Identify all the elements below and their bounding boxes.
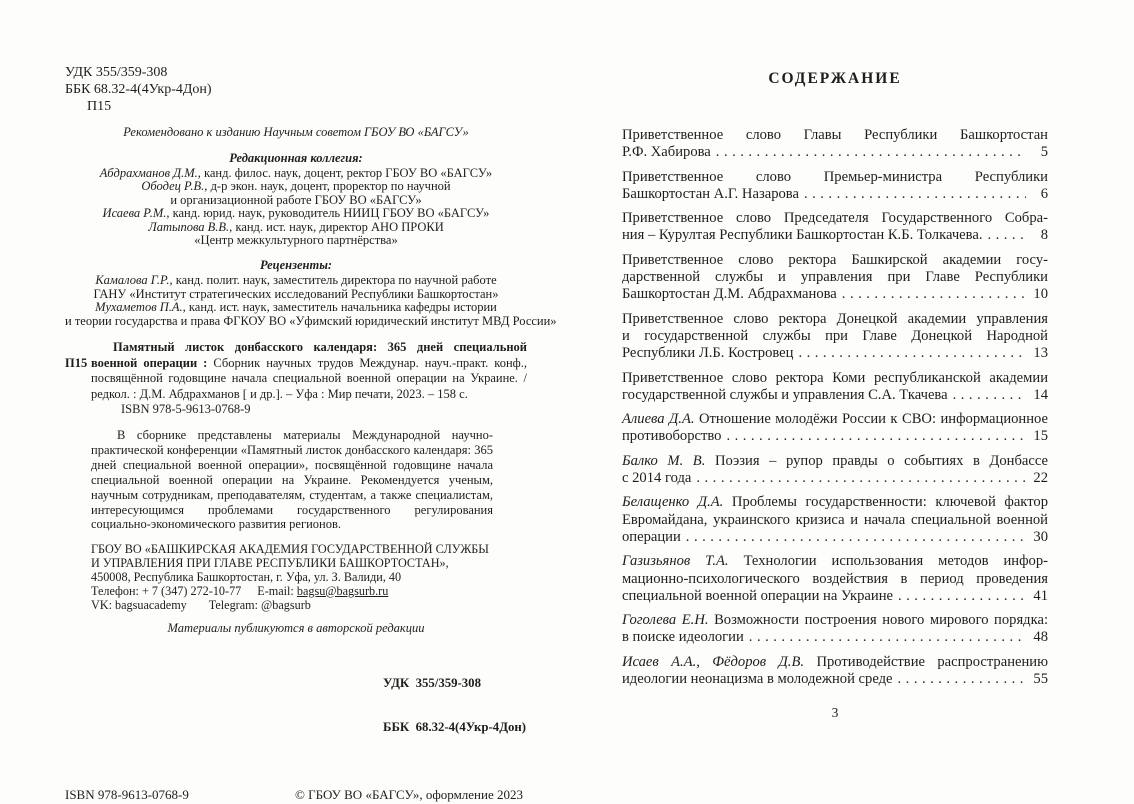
- publisher-block: [91, 543, 527, 612]
- reviewers-list: [65, 273, 557, 328]
- dot-leader: [681, 529, 1026, 546]
- toc-last-line: [622, 387, 1048, 404]
- page-number: 3: [831, 705, 839, 721]
- member-line: и теории государства и права ФГКОУ ВО «Уфимский юридический институт МВД России»: [65, 313, 557, 328]
- member-name: Латыпова В.В.,: [148, 219, 233, 234]
- publisher-name-line: И УПРАВЛЕНИЯ ПРИ ГЛАВЕ РЕСПУБЛИКИ БАШКОРТОСТАН»,: [91, 556, 449, 571]
- toc-page-ref: 55: [1033, 671, 1048, 688]
- catalog-text: Сборник научных трудов Междунар. науч.-практ. конф.,: [213, 355, 528, 370]
- toc-last-line: [622, 629, 1048, 646]
- recommendation-note: Рекомендовано к изданию Научным советом ГБОУ ВО «БАГСУ»: [123, 125, 469, 139]
- dot-leader: [711, 144, 1026, 161]
- toc-heading: СОДЕРЖАНИЕ: [768, 70, 902, 87]
- phone-number: Телефон: + 7 (347) 272-10-77: [91, 583, 242, 598]
- publisher-address: 450008, Республика Башкортостан, г. Уфа, ул. З. Валиди, 40: [91, 569, 402, 584]
- reviewers-heading: Рецензенты:: [259, 258, 333, 273]
- toc-page-ref: 48: [1033, 629, 1048, 646]
- toc-page-ref: 22: [1033, 470, 1048, 487]
- toc-text: государственной службы и управления С.А. Ткачева: [622, 386, 948, 403]
- publisher-name-line: ГБОУ ВО «БАШКИРСКАЯ АКАДЕМИЯ ГОСУДАРСТВЕННОЙ СЛУЖБЫ: [91, 542, 489, 557]
- bbk-code: ББК 68.32-4(4Укр-4Дон): [65, 82, 212, 97]
- dot-leader: [893, 671, 1026, 688]
- toc-page-ref: 14: [1033, 386, 1048, 403]
- copyright-notice: © ГБОУ ВО «БАГСУ», оформление 2023: [295, 787, 523, 803]
- catalog-entry-label: П15: [65, 356, 88, 371]
- member-name: Камалова Г.Р.,: [95, 273, 173, 288]
- toc-entry: [622, 494, 1048, 546]
- dot-leader: [982, 227, 1026, 244]
- toc-line: Балко М. В. Поэзия – рупор правды о событиях в Донбассе: [622, 452, 1048, 469]
- toc-page-ref: 8: [1040, 227, 1048, 244]
- toc-entry: [622, 210, 1048, 245]
- dot-leader: [793, 345, 1026, 362]
- toc-line: мационно-психологического воздействия в период проведения: [622, 570, 1048, 587]
- toc-last-line: [622, 671, 1048, 688]
- isbn-line: ISBN 978-5-9613-0768-9: [121, 402, 251, 417]
- toc-author: Гоголева Е.Н.: [622, 612, 709, 629]
- toc-entry: [622, 411, 1048, 446]
- udc-code: УДК 355/359-308: [383, 676, 481, 691]
- udc-block-top: [65, 64, 527, 115]
- member-name: Абдрахманов Д.М.,: [99, 166, 201, 180]
- toc-text: идеологии неонацизма в молодежной среде: [622, 671, 893, 688]
- toc-line: Приветственное слово Главы Республики Башкортостан: [622, 127, 1048, 143]
- toc-line: Приветственное слово ректора Башкирской академии госу-: [622, 251, 1048, 268]
- member-line: и организационной работе ГБОУ ВО «БАГСУ»: [170, 192, 422, 207]
- toc-line: Приветственное слово Председателя Государственного Собра-: [622, 210, 1048, 227]
- imprint-row: [65, 787, 523, 803]
- member-line: ГАНУ «Институт стратегических исследований Республики Башкортостан»: [93, 286, 499, 301]
- toc-text: Р.Ф. Хабирова: [622, 144, 711, 161]
- catalog-text-line: редкол. : Д.М. Абдрахманов [ и др.]. – Уфа : Мир печати, 2023. – 158 с.: [91, 386, 468, 401]
- toc-author: Балко М. В.: [622, 452, 706, 469]
- toc-text: Башкортостан А.Г. Назарова: [622, 185, 799, 202]
- toc-line: Белащенко Д.А. Проблемы государственности: ключевой фактор: [622, 494, 1048, 511]
- toc-last-line: [622, 588, 1048, 605]
- dot-leader: [893, 588, 1026, 605]
- publisher-socials: [91, 599, 527, 613]
- toc-last-line: [622, 428, 1048, 445]
- toc-entry: [622, 252, 1048, 304]
- toc-line: Газизьянов Т.А. Технологии использования методов инфор-: [622, 553, 1049, 570]
- dot-leader: [721, 428, 1026, 445]
- member-name: Ободец Р.В.,: [141, 179, 208, 194]
- toc-last-line: [622, 186, 1048, 203]
- toc-text: специальной военной операции на Украине: [622, 587, 893, 604]
- toc-author: Белащенко Д.А.: [622, 494, 724, 511]
- telegram-handle: Telegram: @bagsurb: [208, 597, 311, 612]
- toc-page-ref: 41: [1033, 587, 1048, 604]
- member-name: Исаева Р.М.,: [102, 206, 170, 221]
- toc-last-line: [622, 529, 1048, 546]
- member-line: Ободец Р.В., д-р экон. наук, доцент, проректор по научной: [141, 179, 451, 194]
- member-line: Мухаметов П.А., канд. ист. наук, заместитель начальника кафедры истории: [95, 300, 497, 315]
- member-line: Исаева Р.М., канд. юрид. наук, руководитель НИИЦ ГБОУ ВО «БАГСУ»: [102, 206, 490, 221]
- member-line: Абдрахманов Д.М., канд. филос. наук, доцент, ректор ГБОУ ВО «БАГСУ»: [99, 166, 493, 180]
- toc-author: Исаев А.А., Фёдоров Д.В.: [622, 653, 805, 670]
- vk-handle: VK: bagsuacademy: [91, 597, 187, 612]
- toc-text: с 2014 года: [622, 470, 692, 487]
- isbn-bottom: ISBN 978-9613-0768-9: [65, 787, 189, 803]
- dot-leader: [799, 186, 1026, 203]
- catalog-title-line: [91, 356, 527, 372]
- materials-note: Материалы публикуются в авторской редакции: [167, 621, 425, 636]
- dot-leader: [837, 286, 1026, 303]
- toc-entry: [622, 311, 1048, 363]
- dot-leader: [744, 629, 1026, 646]
- toc-author: Алиева Д.А.: [622, 411, 695, 428]
- toc-text: Башкортостан Д.М. Абдрахманова: [622, 286, 837, 303]
- author-sign-code: П15: [87, 99, 112, 114]
- toc-text: операции: [622, 528, 681, 545]
- publisher-contacts: [91, 585, 527, 599]
- catalog-text-line: посвящённой годовщине начала специальной военной операции на Украине. /: [91, 371, 527, 386]
- annotation-paragraph: В сборнике представлены материалы Международной научно-практической конференции «Памятный листок донбасского календаря: 365 дней специальной военной операции», посвящённой годовщине начала специальной военной операции на Украине. Рекомендуется ученым, научным сотрудникам, преподавателям, студентам, а также специалистам, интересующимся проблемами государственного регулирования социально-экономического развития регионов.: [91, 428, 493, 532]
- dot-leader: [948, 387, 1026, 404]
- toc-last-line: [622, 470, 1048, 487]
- member-name: Мухаметов П.А.,: [95, 300, 186, 315]
- toc-last-line: [622, 345, 1048, 362]
- editorial-board-list: [65, 167, 527, 247]
- toc-list: [622, 127, 1048, 688]
- member-line: «Центр межкультурного партнёрства»: [194, 233, 398, 248]
- toc-page-ref: 5: [1040, 144, 1048, 161]
- toc-entry: [622, 553, 1048, 605]
- catalog-title-bold: военной операции :: [91, 355, 208, 370]
- toc-last-line: [622, 286, 1048, 303]
- toc-line: Приветственное слово ректора Коми республиканской академии: [622, 369, 1048, 386]
- toc-line: и государственной службы при Главе Донецкой Народной: [622, 327, 1048, 344]
- email-label: E-mail:: [257, 583, 294, 598]
- toc-line: Алиева Д.А. Отношение молодёжи России к СВО: информационное: [622, 411, 1049, 428]
- udc-block-bottom: [65, 647, 527, 763]
- bbk-code: ББК 68.32-4(4Укр-4Дон): [383, 719, 527, 734]
- toc-page-ref: 10: [1033, 286, 1048, 303]
- udc-code: УДК 355/359-308: [65, 65, 168, 80]
- toc-entry: [622, 654, 1048, 689]
- email-link[interactable]: bagsu@bagsurb.ru: [296, 583, 389, 598]
- toc-line: Приветственное слово Премьер-министра Республики: [622, 168, 1048, 185]
- toc-page-ref: 15: [1033, 428, 1048, 445]
- dot-leader: [691, 470, 1026, 487]
- toc-line: Исаев А.А., Фёдоров Д.В. Противодействие распространению: [622, 653, 1049, 670]
- toc-entry: [622, 370, 1048, 405]
- toc-text: противоборство: [622, 428, 722, 445]
- toc-last-line: [622, 144, 1048, 161]
- toc-author: Газизьянов Т.А.: [622, 553, 729, 570]
- toc-entry: [622, 169, 1048, 204]
- member-line: Латыпова В.В., канд. ист. наук, директор АНО ПРОКИ: [148, 219, 444, 234]
- toc-entry: [622, 453, 1048, 488]
- toc-text: Республики Л.Б. Костровец: [622, 345, 794, 362]
- copyright-page: [65, 64, 557, 803]
- catalog-entry: [65, 340, 527, 418]
- toc-page-ref: 13: [1033, 345, 1048, 362]
- toc-line: Гоголева Е.Н. Возможности построения нового мирового порядка:: [622, 612, 1049, 629]
- toc-line: Евромайдана, украинского кризиса и начала специальной военной: [622, 511, 1048, 528]
- toc-entry: [622, 612, 1048, 647]
- toc-entry: [622, 127, 1048, 162]
- toc-text: в поиске идеологии: [622, 629, 744, 646]
- catalog-title-line: Памятный листок донбасского календаря: 365 дней специальной: [113, 340, 527, 355]
- toc-page: [622, 66, 1048, 721]
- toc-line: Приветственное слово ректора Донецкой академии управления: [622, 310, 1048, 327]
- member-line: Камалова Г.Р., канд. полит. наук, заместитель директора по научной работе: [95, 273, 497, 288]
- toc-page-ref: 6: [1040, 185, 1048, 202]
- toc-last-line: [622, 227, 1048, 244]
- toc-line: дарственной службы и управления при Главе Республики: [622, 269, 1048, 286]
- toc-text: ния – Курултая Республики Башкортостан К.Б. Толкачева.: [622, 227, 983, 244]
- editorial-board-heading: Редакционная коллегия:: [229, 151, 363, 165]
- toc-page-ref: 30: [1033, 528, 1048, 545]
